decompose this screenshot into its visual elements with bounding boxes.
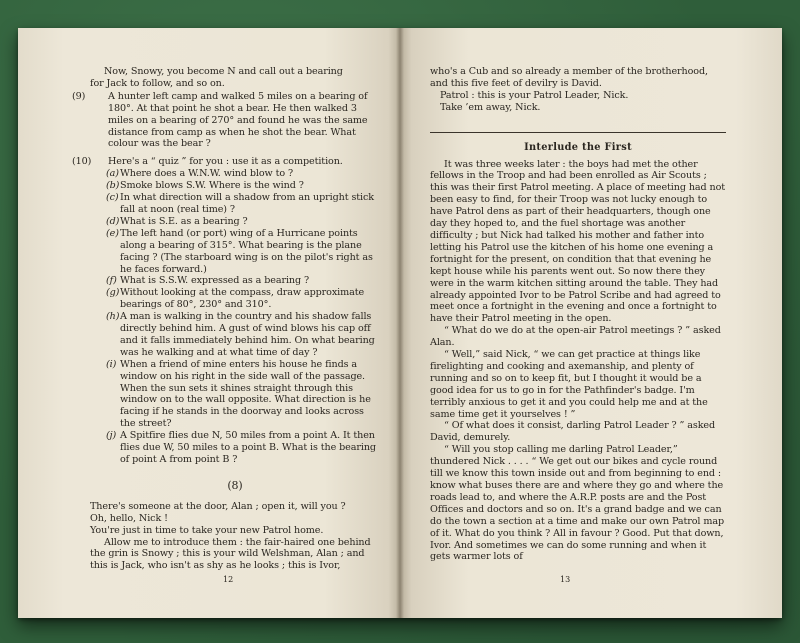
right-page-text bbox=[430, 66, 726, 563]
dialogue-line: Oh, hello, Nick ! bbox=[90, 512, 168, 524]
dialogue-line: Allow me to introduce them : the fair-haired one behind the grin is Snowy ; this is your wild Welshman, Alan ; and this is Jack, who isn't as shy as he looks ; this is Ivor, bbox=[90, 536, 371, 572]
quiz-item: (f) What is S.S.W. expressed as a bearing ? bbox=[106, 275, 310, 287]
section-number: (8) bbox=[227, 478, 243, 492]
section-heading: Interlude the First bbox=[524, 141, 632, 153]
quiz-item: (i) When a friend of mine enters his house he finds a window on his right in the side wall of the passage. When the sun sets it shines straight through this window on to the wall opposite. What direction is he facing if he stands in the doorway and looks across the street? bbox=[106, 358, 371, 430]
paragraph: “ Well,” said Nick, “ we can get practice at things like firelighting and cooking and axemanship, and plenty of running and so on to keep fit, but I thought it would be a good idea for us to go in for the Pathfinder's badge. I'm terribly anxious to get it and you could help me and at the same time get it yourselves ! ” bbox=[430, 349, 708, 420]
left-page-text bbox=[72, 66, 380, 572]
page-number: 12 bbox=[223, 575, 234, 584]
quiz-item: (d)What is S.E. as a bearing ? bbox=[106, 215, 248, 227]
left-page bbox=[18, 28, 400, 618]
right-page bbox=[400, 28, 782, 618]
continued-line: and this five feet of devilry is David. bbox=[430, 77, 602, 89]
dialogue-line: Patrol : this is your Patrol Leader, Nick. bbox=[440, 89, 629, 101]
intro-line: for Jack to follow, and so on. bbox=[90, 77, 225, 89]
section-divider bbox=[430, 132, 726, 133]
quiz-item: (a)Where does a W.N.W. wind blow to ? bbox=[106, 168, 294, 180]
question-9: (9) A hunter left camp and walked 5 miles on a bearing of 180°. At that point he shot a bear. He then walked 3 miles on a bearing of 270° and found he was the same distance from camp as when he shot the bear. What colour was the bear ? bbox=[72, 90, 368, 150]
quiz-item: (e)The left hand (or port) wing of a Hurricane points along a bearing of 315°. What bearing is the plane facing ? (The starboard wing is on the pilot's right as he faces forward.) bbox=[106, 227, 373, 275]
dialogue-line: Take ’em away, Nick. bbox=[440, 101, 541, 113]
quiz-item: (c)In what direction will a shadow from an upright stick fall at noon (real time) ? bbox=[106, 192, 374, 215]
paragraph: “ Of what does it consist, darling Patrol Leader ? ” asked David, demurely. bbox=[430, 420, 716, 444]
book-spine bbox=[396, 28, 404, 618]
quiz-item: (h)A man is walking in the country and his shadow falls directly behind him. A gust of wind blows his cap off and it falls immediately behind him. On what bearing was he walking and at what time of day ? bbox=[106, 311, 375, 358]
paragraph: “ What do we do at the open-air Patrol meetings ? ” asked Alan. bbox=[430, 325, 721, 349]
dialogue-line: You're just in time to take your new Patrol home. bbox=[90, 524, 324, 536]
quiz-item: (b)Smoke blows S.W. Where is the wind ? bbox=[106, 180, 304, 192]
paragraph: It was three weeks later : the boys had met the other fellows in the Troop and had been enrolled as Air Scouts ; this was their first Patrol meeting. A place of meeting had not been easy to find, for their Troop was not lucky enough to have Patrol dens as part of their headquarters, though one day they hoped to, and the fuel shortage was another difficulty ; but Nick had talked his mother and father into letting his Patrol use the kitchen of his home one evening a fortnight for the present, on condition that that evening he kept house while his parents went out. So now there they were in the warm kitchen sitting around the table. They had already appointed Ivor to be Patrol Scribe and had agreed to meet once a fortnight in the evening and once a fortnight to have their Patrol meeting in the open. bbox=[430, 158, 726, 325]
intro-line: Now, Snowy, you become N and call out a bearing bbox=[104, 66, 343, 77]
continued-line: who's a Cub and so already a member of the brotherhood, bbox=[430, 66, 708, 77]
quiz-item: (j) A Spitfire flies due N, 50 miles from a point A. It then flies due W, 50 miles to a point B. What is the bearing of point A from point B ? bbox=[106, 430, 376, 465]
question-10: (10) Here's a “ quiz ” for you : use it as a competition. bbox=[72, 156, 343, 168]
open-booklet bbox=[18, 28, 782, 618]
paragraph: “ Will you stop calling me darling Patrol Leader,” thundered Nick . . . . “ We get out our bikes and cycle round till we know this town inside out and from beginning to end : know what buses there are and where they go and where the roads lead to, and where the A.R.P. posts are and the Post Offices and doctors and so on. It's a grand badge and we can do the town a section at a time and make our own Patrol map of it. What do you think ? All in favour ? Good. Put that down, Ivor. And sometimes we can do some running and when it gets warmer lots of bbox=[430, 444, 725, 563]
dialogue-line: There's someone at the door, Alan ; open it, will you ? bbox=[90, 500, 346, 512]
page-number: 13 bbox=[560, 575, 571, 584]
quiz-item: (g)Without looking at the compass, draw approximate bearings of 80°, 230° and 310°. bbox=[106, 287, 365, 311]
